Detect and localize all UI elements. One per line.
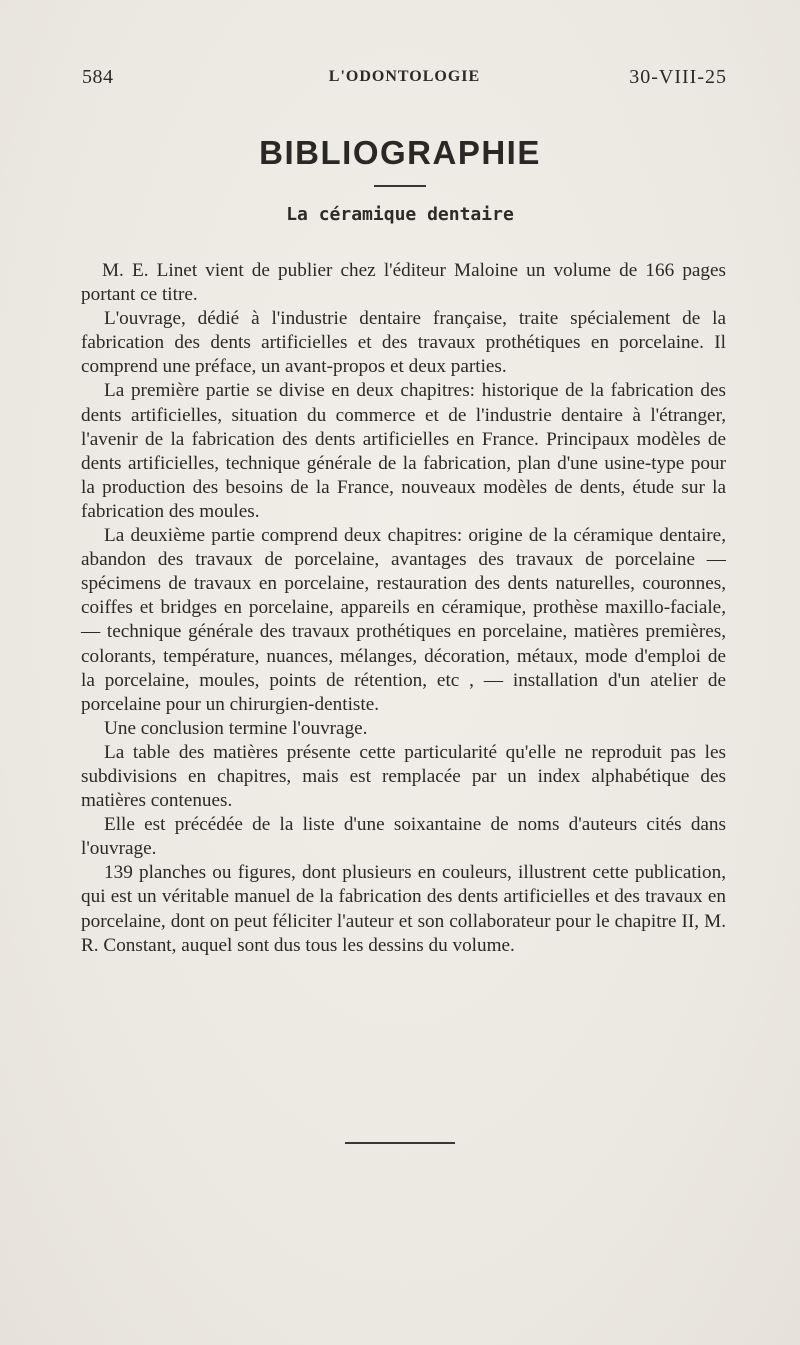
paragraph-2: L'ouvrage, dédié à l'industrie dentaire française, traite spécialement de la fabrication des dents artificielles et des travaux prothétiques en porcelaine. Il comprend une préface, un avant-propos et deux parties. [81, 308, 726, 378]
end-divider [345, 1142, 455, 1144]
article-title: La céramique dentaire [286, 204, 514, 225]
paragraph-7: Elle est précédée de la liste d'une soixantaine de noms d'auteurs cités dans l'ouvrage. [81, 814, 726, 860]
page-number: 584 [82, 66, 114, 88]
section-title: BIBLIOGRAPHIE [259, 134, 541, 171]
issue-date: 30-VIII-25 [629, 66, 727, 88]
running-head [82, 66, 727, 96]
journal-title: L'ODONTOLOGIE [328, 68, 481, 85]
paragraph-5: Une conclusion termine l'ouvrage. [104, 717, 368, 739]
paragraph-4: La deuxième partie comprend deux chapitres: origine de la céramique dentaire, abandon des travaux de porcelaine, avantages des travaux de porcelaine — spécimens de travaux en porcelaine, restauration des dents naturelles, couronnes, coiffes et bridges en porcelaine, appareils en céramique, prothèse maxillo-faciale, — technique générale des travaux prothétiques en porcelaine, matières premières, colorants, température, nuances, mélanges, décoration, métaux, mode d'emploi de la porcelaine, moules, points de rétention, etc , — installation d'un atelier de porcelaine pour un chirurgien-dentiste. [81, 525, 726, 715]
paragraph-6: La table des matières présente cette particularité qu'elle ne reproduit pas les subdivisions en chapitres, mais est remplacée par un index alphabétique des matières contenues. [81, 741, 726, 812]
paragraph-8: 139 planches ou figures, dont plusieurs en couleurs, illustrent cette publication, qui est un véritable manuel de la fabrication des dents artificielles et des travaux en porcelaine, dont on peut féliciter l'auteur et son collaborateur pour le chapitre II, M. R. Constant, auquel sont dus tous les dessins du volume. [81, 862, 726, 956]
article-body [81, 259, 726, 958]
title-divider [374, 185, 426, 187]
paragraph-3: La première partie se divise en deux chapitres: historique de la fabrication des dents artificielles, situation du commerce et de l'industrie dentaire à l'étranger, l'avenir de la fabrication des dents artificielles en France. Principaux modèles de dents artificielles, technique générale de la fabrication, plan d'une usine-type pour la production des besoins de la France, nouveaux modèles de dents, étude sur la fabrication des moules. [81, 380, 726, 522]
paragraph-1: M. E. Linet vient de publier chez l'éditeur Maloine un volume de 166 pages portant ce titre. [81, 260, 726, 306]
